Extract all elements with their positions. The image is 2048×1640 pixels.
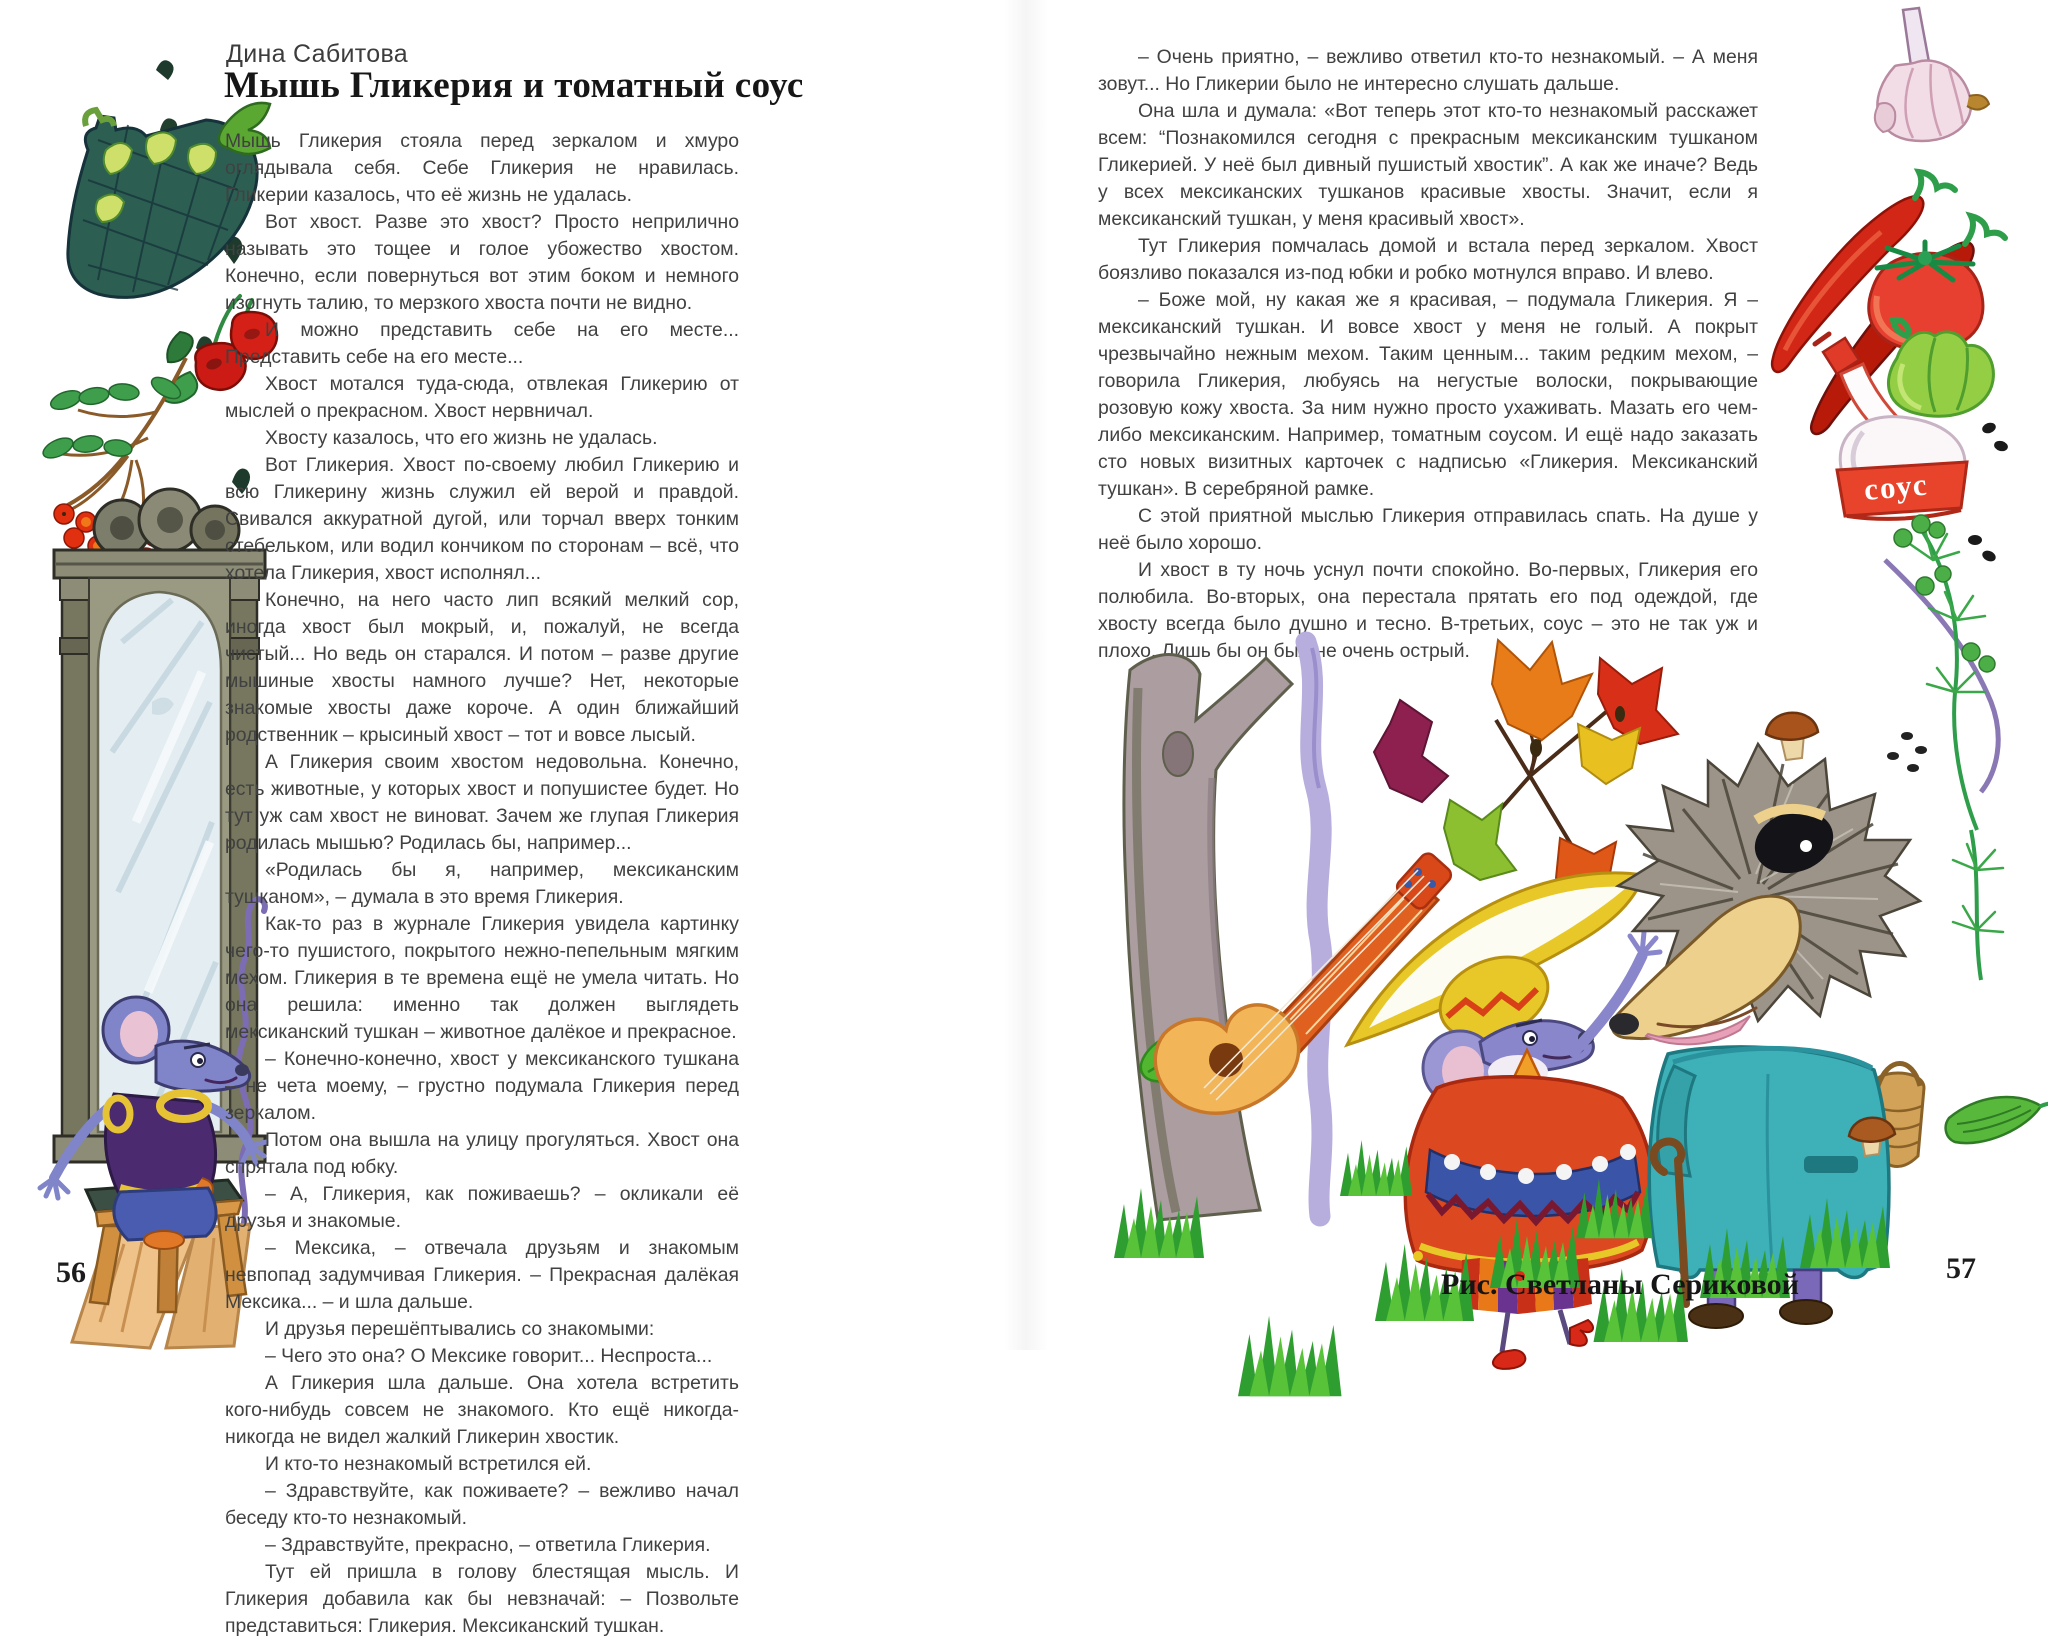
paragraph: Как-то раз в журнале Гликерия увидела картинку чего-то пушистого, покрытого нежно-пепельным мягким мехом. Гликерия в те времена ещё не умела читать. Но она решила: именно так должен выглядеть мексиканский тушкан – животное далёкое и прекрасное.: [225, 913, 739, 1043]
paragraph: – Конечно-конечно, хвост у мексиканского тушкана – не чета моему, – грустно подумала Гликерия перед зеркалом.: [225, 1048, 739, 1124]
mirror-crest: [94, 489, 239, 556]
paragraph: Хвосту казалось, что его жизнь не удалась.: [265, 427, 658, 449]
story-title: Мышь Гликерия и томатный соус: [224, 65, 804, 106]
paragraph: – А, Гликерия, как поживаешь? – окликали её друзья и знакомые.: [225, 1183, 739, 1232]
paragraph: И кто-то незнакомый встретился ей.: [265, 1453, 592, 1475]
tree-trunk: [1124, 655, 1292, 1220]
paragraph: – Здравствуйте, прекрасно, – ответила Гликерия.: [265, 1534, 711, 1556]
paragraph: – Здравствуйте, как поживаете? – вежливо начал беседу кто-то незнакомый.: [225, 1480, 739, 1529]
paragraph: Конечно, на него часто лип всякий мелкий сор, иногда хвост был мокрый, и, пожалуй, не всегда чистый... Но ведь он старался. И потом – разве другие мышиные хвосты намного лучше? Нет, некоторые знакомые хвосты даже короче. А один ближайший родственник – крысиный хвост – тот и вовсе лысый.: [225, 589, 739, 746]
paragraph: Потом она вышла на улицу прогуляться. Хвост она спрятала под юбку.: [225, 1129, 739, 1178]
small-mushroom: [1849, 1118, 1895, 1156]
paragraph: «Родилась бы я, например, мексиканским тушканом», – думала в это время Гликерия.: [225, 859, 739, 908]
illustrator-caption: Рис. Светланы Сериковой: [1441, 1268, 1799, 1301]
paragraph: И друзья перешёптывались со знакомыми:: [265, 1318, 655, 1340]
author-name: Дина Сабитова: [226, 40, 408, 68]
paragraph: Мышь Гликерия стояла перед зеркалом и хмуро оглядывала себя. Себе Гликерия не нравилась. Гликерии казалось, что её жизнь не удалась.: [225, 130, 739, 206]
page-number-right: 57: [1946, 1252, 1976, 1285]
paragraph: Хвост мотался туда-сюда, отвлекая Гликерию от мыслей о прекрасном. Хвост нервничал.: [225, 373, 739, 422]
paragraph: Она шла и думала: «Вот теперь этот кто-то незнакомый расскажет всем: “Познакомился сегодня с прекрасным мексиканским тушканом Гликерией. У неё был дивный пушистый хвостик”. А как же иначе? Ведь у всех мексиканских тушканов красивые хвосты. Значит, если я мексиканский тушкан, у меня красивый хвост».: [1098, 100, 1758, 230]
margin-vegetables-illustration: [1765, 0, 2048, 1340]
green-pod: [1946, 1097, 2048, 1143]
peppercorns: [1968, 421, 2009, 564]
page-number-left: 56: [56, 1256, 86, 1289]
paragraph: – Боже мой, ну какая же я красивая, – подумала Гликерия. Я – мексиканский тушкан. И вовсе хвост у меня не голый. А покрыт чрезвычайно нежным мехом. Таким ценным... таким редким мехом, – говорила Гликерия, любуясь на негустые волоски, покрывающие розовую кожу хвоста. За ним нужно просто ухаживать. Мазать его чем-либо мексиканским. Например, томатным соусом. И ещё надо заказать сто новых визитных карточек с надписью «Гликерия. Мексиканский тушкан». В серебряной рамке.: [1098, 289, 1758, 500]
paragraph: А Гликерия своим хвостом недовольна. Конечно, есть животные, у которых хвост и попушистее будет. Но тут уж сам хвост не виноват. Зачем же глупая Гликерия родилась мышью? Родилась бы, например...: [225, 751, 739, 854]
paragraph: Вот хвост. Разве это хвост? Просто неприлично называть это тощее и голое убожество хвостом. Конечно, если повернуться вот этим боком и немного изогнуть талию, то мерзкого хвоста почти не видно.: [225, 211, 739, 314]
paragraph: С этой приятной мыслью Гликерия отправилась спать. На душе у неё было хорошо.: [1098, 505, 1758, 554]
paragraph: Вот Гликерия. Хвост по-своему любил Гликерию и всю Гликерину жизнь служил ей верой и правдой. Свивался аккуратной дугой, или торчал вверх тонким стебельком, или водил кончиком по сторонам – всё, что хотела Гликерия, хвост исполнял...: [225, 454, 739, 584]
garlic: [1875, 8, 1989, 141]
paragraph: Тут Гликерия помчалась домой и встала перед зеркалом. Хвост боязливо показался из-под юбки и робко мотнулся вправо. И влево.: [1098, 235, 1758, 284]
paragraph: И можно представить себе на его месте... Представить себе на его месте...: [225, 319, 739, 368]
green-pepper: [1888, 320, 1993, 416]
herb-sprigs: [1885, 515, 2003, 980]
paragraph: – Очень приятно, – вежливо ответил кто-то незнакомый. – А меня зовут... Но Гликерии было не интересно слушать дальше.: [1098, 46, 1758, 95]
paragraph: А Гликерия шла дальше. Она хотела встретить кого-нибудь совсем не знакомого. Кто ещё никогда-никогда не видел жалкий Гликерин хвостик.: [225, 1372, 739, 1448]
sauce-bottle-label: соус: [1862, 466, 1930, 507]
story-text-left: [225, 128, 739, 1637]
page-gutter-shadow: [1004, 0, 1048, 1350]
paragraph: – Чего это она? О Мексике говорит... Неспроста...: [265, 1345, 713, 1367]
paragraph: – Мексика, – отвечала друзьям и знакомым невпопад задумчивая Гликерия. – Прекрасная далёкая Мексика... – и шла дальше.: [225, 1237, 739, 1313]
story-text-right: [1098, 44, 1758, 662]
paragraph: И хвост в ту ночь уснул почти спокойно. Во-первых, Гликерия его полюбила. Во-вторых, она перестала прятать его под одеждой, где хвосту всегда было душно и тесно. В-третьих, соус – это не так уж и плохо. Лишь бы он был не очень острый.: [1098, 559, 1758, 662]
paragraph: Тут ей пришла в голову блестящая мысль. И Гликерия добавила как бы невзначай: – Позвольте представиться: Гликерия. Мексиканский тушкан.: [225, 1561, 739, 1637]
